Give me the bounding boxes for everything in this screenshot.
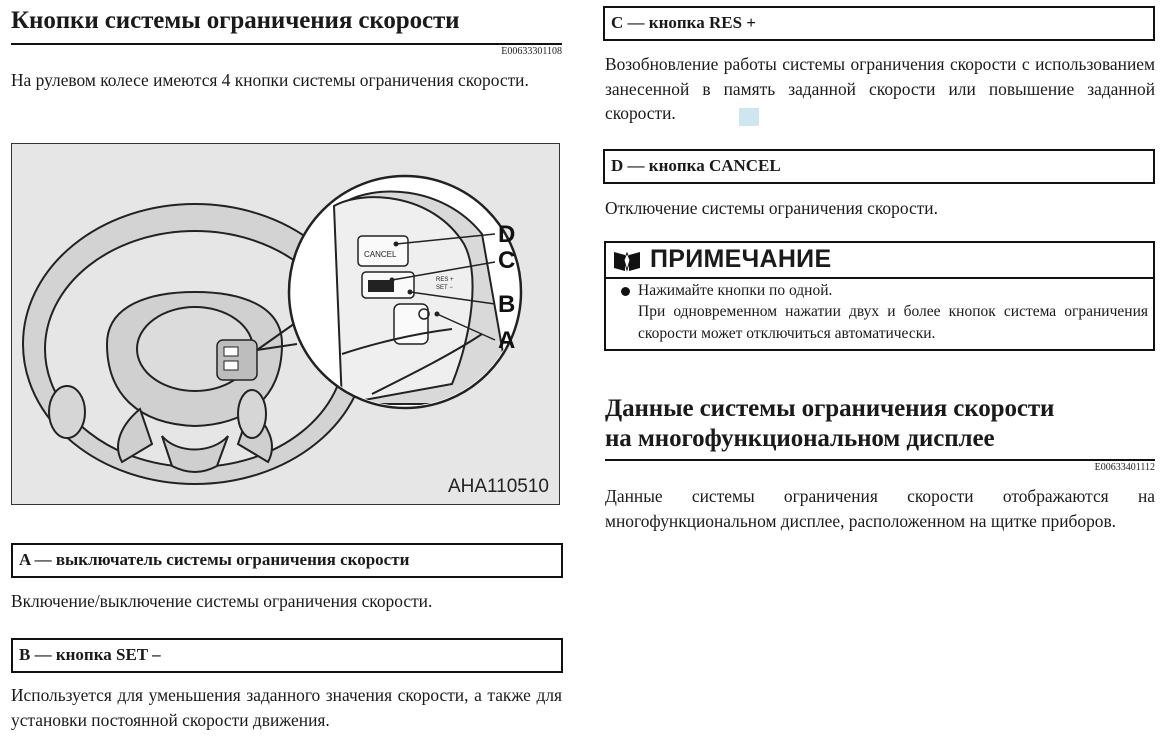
section-title: Кнопки системы ограничения скорости — [11, 7, 460, 34]
item-c-text: Возобновление работы системы ограничения скорости с использованием занесенной в память заданной скорости или повышение заданной скорости. — [605, 54, 1155, 123]
section2-rule — [605, 459, 1155, 461]
text-selection-highlight — [739, 108, 759, 126]
warning-book-icon — [612, 249, 642, 273]
section2-code: E00633401112 — [1094, 462, 1155, 473]
section2-title-line2: на многофункциональном дисплее — [605, 425, 995, 452]
note-box — [604, 241, 1155, 351]
note-divider — [606, 277, 1153, 279]
callout-b: B — [498, 291, 516, 318]
item-b-heading: B — кнопка SET – — [11, 638, 563, 673]
item-a-heading: A — выключатель системы ограничения скорости — [11, 543, 563, 578]
section-code: E00633301108 — [501, 46, 562, 57]
res-label: RES + — [436, 277, 454, 283]
title-rule — [11, 43, 562, 45]
steering-wheel-illustration — [12, 144, 558, 503]
set-label: SET − — [436, 285, 453, 291]
note-body-text: При одновременном нажатии двух и более кнопок система ограничения скорости может отключиться автоматически. — [638, 303, 1148, 342]
bullet-icon — [621, 287, 630, 296]
item-c-heading: C — кнопка RES + — [603, 6, 1155, 41]
figure-code: AHA110510 — [447, 476, 549, 497]
note-title: ПРИМЕЧАНИЕ — [650, 245, 832, 273]
item-d-text: Отключение системы ограничения скорости. — [605, 198, 938, 218]
section2-title-line1: Данные системы ограничения скорости — [605, 395, 1055, 422]
callout-c: C — [498, 247, 516, 274]
note-bullet-text: Нажимайте кнопки по одной. — [638, 282, 833, 299]
callout-d: D — [498, 221, 516, 248]
item-b-text: Используется для уменьшения заданного значения скорости, а также для установки постоянной скорости движения. — [11, 685, 562, 730]
callout-a: A — [498, 327, 516, 354]
intro-paragraph: На рулевом колесе имеются 4 кнопки системы ограничения скорости. — [11, 70, 529, 90]
section2-text: Данные системы ограничения скорости отображаются на многофункциональном дисплее, расположенном на щитке приборов. — [605, 486, 1155, 531]
item-d-heading: D — кнопка CANCEL — [603, 149, 1155, 184]
cancel-label: CANCEL — [364, 250, 397, 259]
item-a-text: Включение/выключение системы ограничения скорости. — [11, 591, 433, 611]
steering-wheel-figure — [11, 143, 560, 505]
